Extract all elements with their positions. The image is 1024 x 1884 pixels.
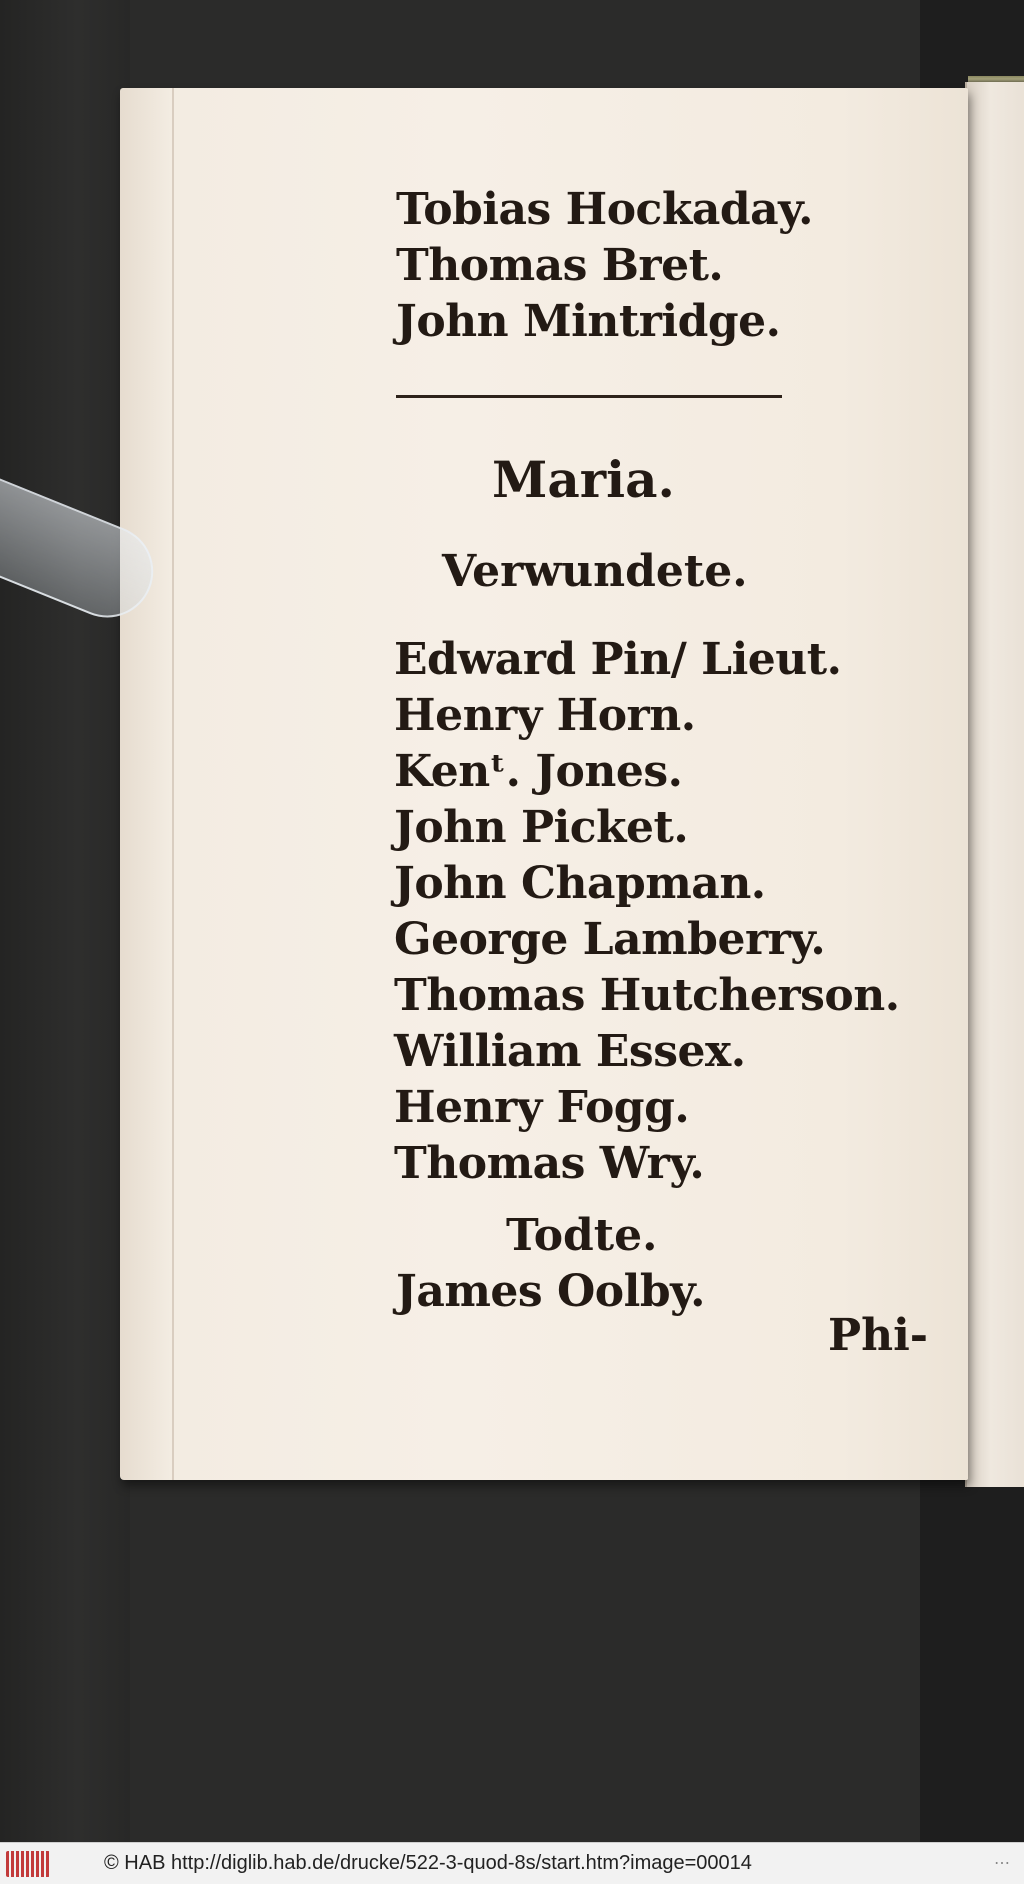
name-line: Tobias Hockaday. [396,184,813,235]
hab-logo-icon [6,1851,50,1877]
viewer-footer [0,1842,1024,1884]
wounded-name: Kenᵗ. Jones. [394,746,683,797]
section-rule [396,395,782,398]
wounded-name: John Picket. [394,802,689,853]
ellipsis-icon[interactable]: ⋯ [994,1855,1010,1872]
wounded-name: John Chapman. [394,858,766,909]
wounded-name: Henry Horn. [394,690,696,741]
image-credit[interactable]: © HAB http://diglib.hab.de/drucke/522-3-quod-8s/start.htm?image=00014 [104,1852,752,1874]
wounded-name: Thomas Hutcherson. [394,970,900,1021]
wounded-name: Edward Pin/ Lieut. [394,634,842,685]
binding-cloth-left [0,0,130,1842]
name-line: John Mintridge. [396,296,781,347]
wounded-name: William Essex. [394,1026,746,1077]
name-line: Thomas Bret. [396,240,724,291]
section-title: Maria. [492,450,675,509]
book-page [120,88,968,1480]
page-text [120,88,968,1480]
wounded-name: Thomas Wry. [394,1138,705,1189]
dead-name: James Oolby. [396,1266,705,1317]
dead-heading: Todte. [506,1210,658,1261]
catchword: Phi- [828,1310,929,1361]
wounded-name: George Lamberry. [394,914,826,965]
wounded-name: Henry Fogg. [394,1082,690,1133]
facing-page-edge [965,82,1024,1487]
wounded-heading: Verwundete. [442,546,748,597]
